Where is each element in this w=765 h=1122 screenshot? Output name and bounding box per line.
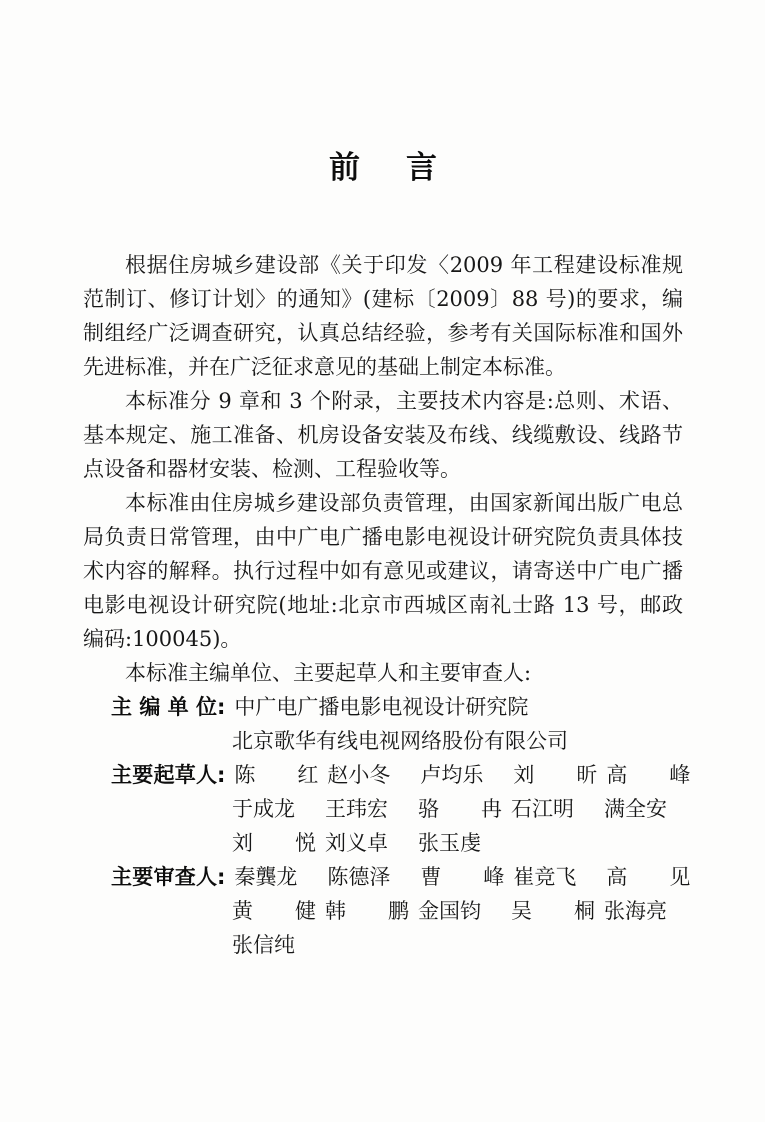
person-name: 刘 昕	[513, 763, 598, 787]
roster-label-char: 人	[196, 865, 217, 889]
paragraph-3: 本标准由住房城乡建设部负责管理，由国家新闻出版广电总局负责日常管理，由中广电广播电影电视设计研究院负责具体技术内容的解释。执行过程中如有意见或建议，请寄送中广电广播电影电视设计研究院(地址:北京市西城区南礼士路 13 号，邮政编码:100045)。	[83, 491, 683, 651]
person-name: 韩 鹏	[325, 899, 409, 923]
roster-row-4	[83, 792, 683, 826]
roster	[83, 690, 691, 962]
roster-row-8	[83, 928, 683, 962]
roster-row-5	[83, 826, 683, 860]
roster-label-colon: :	[217, 695, 226, 719]
roster-label-char: 起	[153, 763, 175, 787]
person-name: 陈 红	[234, 763, 319, 787]
person-name: 张信纯	[232, 933, 295, 957]
person-name: 刘 悦	[232, 831, 316, 855]
person-name: 秦龔龙	[234, 865, 298, 889]
roster-label-char: 位	[195, 695, 217, 719]
person-name: 黄 健	[232, 899, 316, 923]
person-name: 刘义卓	[325, 831, 388, 855]
roster-label-char: 要	[132, 763, 154, 787]
person-name: 骆 冉	[418, 797, 502, 821]
person-name: 崔竞飞	[513, 865, 577, 889]
paragraphs	[83, 248, 683, 690]
roster-label-char: 主	[111, 865, 132, 889]
paragraph-1: 根据住房城乡建设部《关于印发〈2009 年工程建设标准规范制订、修订计划〉的通知》(建标〔2009〕88 号)的要求，编制组经广泛调查研究，认真总结经验，参考有关国际标准和国外先进标准，并在广泛征求意见的基础上制定本标准。	[83, 253, 683, 379]
page-title	[83, 148, 683, 188]
person-name: 金国钧	[418, 899, 481, 923]
roster-label	[111, 758, 217, 792]
roster-label-char: 查	[174, 865, 196, 889]
person-name: 满全安	[604, 797, 667, 821]
person-name: 于成龙	[232, 797, 295, 821]
person-name: 高 峰	[606, 763, 691, 787]
person-name: 吴 桐	[511, 899, 595, 923]
foreword-body	[83, 248, 691, 962]
roster-row-6	[83, 860, 691, 894]
page-title-char-2: 言	[406, 150, 437, 186]
person-name: 高 见	[606, 865, 691, 889]
organization-name: 中广电广播电影电视设计研究院	[234, 695, 529, 719]
roster-label	[111, 690, 217, 724]
person-name: 王玮宏	[325, 797, 388, 821]
person-name: 陈德泽	[327, 865, 391, 889]
roster-label-char: 草	[174, 763, 196, 787]
person-name: 卢均乐	[420, 763, 484, 787]
person-name: 曹 峰	[420, 865, 505, 889]
roster-label-char: 主	[111, 763, 132, 787]
roster-row-2	[83, 724, 683, 758]
roster-label-char: 编	[139, 695, 161, 719]
person-name: 张玉虔	[418, 831, 481, 855]
roster-row-3	[83, 758, 691, 792]
organization-name: 北京歌华有线电视网络股份有限公司	[232, 729, 568, 753]
roster-row-7	[83, 894, 683, 928]
roster-label-char: 单	[167, 695, 189, 719]
roster-label-char: 审	[153, 865, 175, 889]
roster-label-char: 要	[132, 865, 154, 889]
paragraph-2: 本标准分 9 章和 3 个附录，主要技术内容是:总则、术语、基本规定、施工准备、机房设备安装及布线、线缆敷设、线路节点设备和器材安装、检测、工程验收等。	[83, 389, 683, 481]
roster-label	[111, 860, 217, 894]
foreword-section	[83, 148, 691, 962]
person-name: 张海亮	[604, 899, 667, 923]
roster-label-colon: :	[217, 865, 226, 889]
person-name: 石江明	[511, 797, 574, 821]
roster-label-char: 人	[196, 763, 217, 787]
roster-label-char: 主	[111, 695, 132, 719]
paragraph-4: 本标准主编单位、主要起草人和主要审查人:	[125, 661, 532, 685]
person-name: 赵小冬	[327, 763, 391, 787]
page-title-char-1: 前	[329, 150, 360, 186]
roster-label-colon: :	[217, 763, 226, 787]
roster-row-1	[83, 690, 683, 724]
